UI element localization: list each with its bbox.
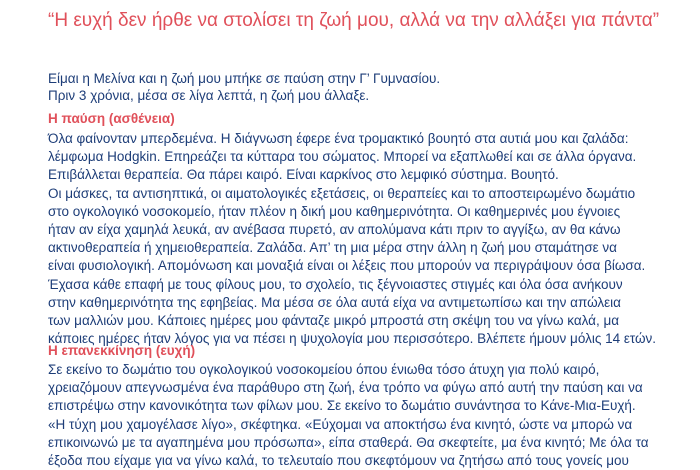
body-line: «Η τύχη μου χαμογέλασε λίγο», σκέφτηκα. «Εύχομαι να αποκτήσω ένα κινητό, ώστε να μπορώ να <box>48 416 633 432</box>
body-line: Οι μάσκες, τα αντισηπτικά, οι αιματολογικές εξετάσεις, οι θεραπείες και το αποστειρωμένο δωμάτιο <box>48 185 636 201</box>
body-line: λέμφωμα Hodgkin. Επηρεάζει τα κύτταρα του σώματος. Μπορεί να εξαπλωθεί και σε άλλα όργανα. <box>48 149 637 165</box>
section-body-pause <box>48 130 668 348</box>
body-line: χρειαζόμουν απεγνωσμένα ένα παράθυρο στη ζωή, ένα τρόπο να φύγω από αυτή την παύση και να <box>48 380 643 396</box>
body-line: ακτινοθεραπεία ή χημειοθεραπεία. Ζαλάδα. Απ’ τη μια μέρα στην άλλη η ζωή μου σταμάτησε να <box>48 240 617 256</box>
body-line: ήταν αν είχα χαμηλά λευκά, αν ανέβασα πυρετό, αν απολύμανα κάτι πριν το αγγίξω, αν θα κάνω <box>48 222 621 238</box>
body-line: είναι φυσιολογική. Απομόνωση και μοναξιά είναι οι λέξεις που μπορούν να περιγράψουν όσα βίωσα. <box>48 258 646 274</box>
body-line: Σε εκείνο το δωμάτιο του ογκολογικού νοσοκομείου όπου ένιωθα τόσο άτυχη για πολύ καιρό, <box>48 362 600 377</box>
body-line: Επιβάλλεται θεραπεία. Θα πάρει καιρό. Είναι καρκίνος στο λεμφικό σύστημα. Βουητό. <box>48 167 559 183</box>
intro-line: Είμαι η Μελίνα και η ζωή μου μπήκε σε παύση στην Γ’ Γυμνασίου. <box>48 71 441 86</box>
body-line: Όλα φαίνονταν μπερδεμένα. Η διάγνωση έφερε ένα τρομακτικό βουητό στα αυτιά μου και ζαλάδα: <box>48 131 629 146</box>
section-body-restart <box>48 361 668 470</box>
section-title-pause: Η παύση (ασθένεια) <box>48 111 175 126</box>
body-line: στην καθημερινότητα της εφηβείας. Μα μέσα σε όλα αυτά είχα να αντιμετωπίσω και την απώλεια <box>48 294 621 310</box>
body-line: στο ογκολογικό νοσοκομείο, ήταν πλέον η δική μου καθημερινότητα. Οι καθημερινές μου έγνοιες <box>48 203 621 219</box>
body-line: Έχασα κάθε επαφή με τους φίλους μου, το σχολείο, τις ξέγνοιαστες στιγμές και όλα όσα ανήκουν <box>48 276 623 292</box>
section-title-restart: Η επανεκκίνηση (ευχή) <box>48 343 196 358</box>
intro-line: Πριν 3 χρόνια, μέσα σε λίγα λεπτά, η ζωή μου άλλαξε. <box>48 88 370 103</box>
body-line: έξοδα που είχαμε για να γίνω καλά, το τελευταίο που σκεφτόμουν να ζητήσω από τους γονείς μου <box>48 453 629 469</box>
intro-paragraph <box>48 70 440 104</box>
body-line: των μαλλιών μου. Κάποιες ημέρες μου φάνταζε μικρό μπροστά στη σκέψη του να γίνω καλά, μα <box>48 313 620 329</box>
body-line: επιστρέψω στην κανονικότητα των φίλων μου. Σε εκείνο το δωμάτιο συνάντησα το Κάνε-Μια-Ευχή. <box>48 398 636 414</box>
body-line: κάποιες ημέρες ήταν λόγος για να πέσει η ψυχολογία μου περισσότερο. Βλέπετε ήμουν μόλις 14 ετών. <box>48 331 657 347</box>
body-line: επικοινωνώ με τα αγαπημένα μου πρόσωπα», είπα σταθερά. Θα σκεφτείτε, μα ένα κινητό; Με όλα τα <box>48 434 649 450</box>
headline-quote: “Η ευχή δεν ήρθε να στολίσει τη ζωή μου, αλλά να την αλλάξει για πάντα” <box>48 10 660 31</box>
